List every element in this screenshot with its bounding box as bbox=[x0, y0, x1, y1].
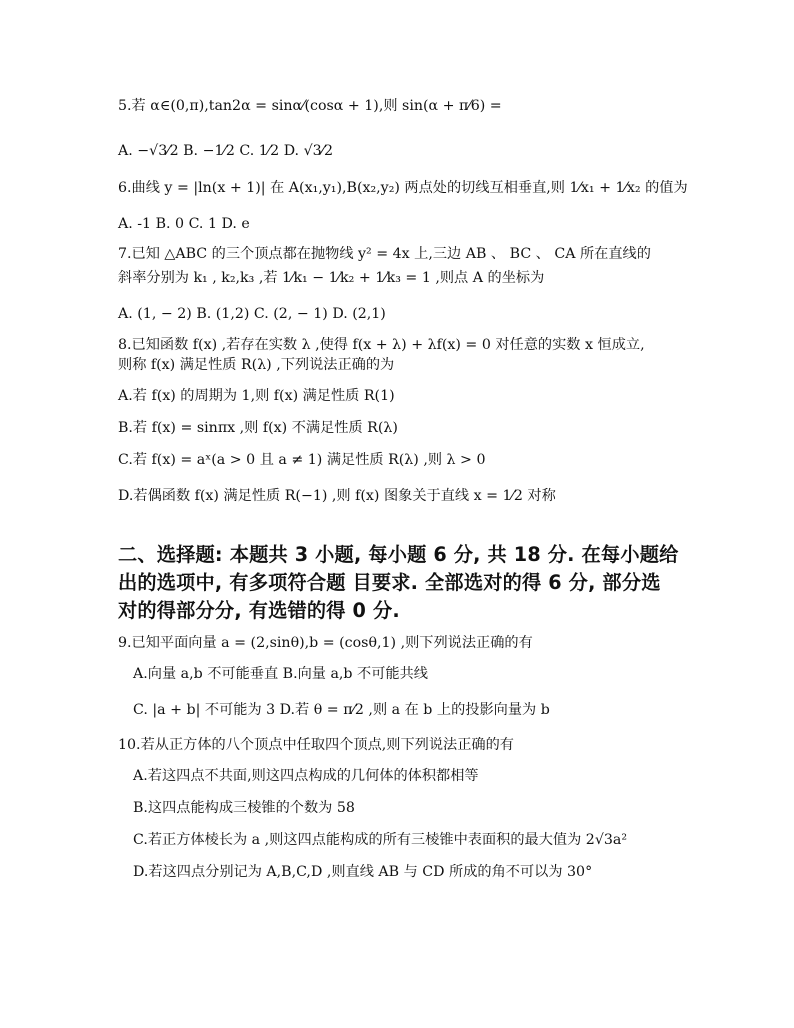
question-9-options-cd: C. |a + b| 不可能为 3 D.若 θ = π⁄2 ,则 a 在 b 上的投影向量为 b bbox=[133, 702, 550, 718]
question-8-option-a: A.若 f(x) 的周期为 1,则 f(x) 满足性质 R(1) bbox=[118, 388, 395, 404]
question-9-stem: 9.已知平面向量 a = (2,sinθ),b = (cosθ,1) ,则下列说法正确的有 bbox=[118, 635, 533, 651]
question-8-option-b: B.若 f(x) = sinπx ,则 f(x) 不满足性质 R(λ) bbox=[118, 420, 398, 436]
question-7-stem-line1: 7.已知 △ABC 的三个顶点都在抛物线 y² = 4x 上,三边 AB 、 BC 、 CA 所在直线的 bbox=[118, 246, 651, 262]
question-5-options: A. −√3⁄2 B. −1⁄2 C. 1⁄2 D. √3⁄2 bbox=[118, 143, 334, 159]
section-2-heading-line1: 二、选择题: 本题共 3 小题, 每小题 6 分, 共 18 分. 在每小题给 bbox=[118, 543, 679, 566]
question-8-option-d: D.若偶函数 f(x) 满足性质 R(−1) ,则 f(x) 图象关于直线 x = 1⁄2 对称 bbox=[118, 488, 556, 504]
question-8-stem-line2: 则称 f(x) 满足性质 R(λ) ,下列说法正确的为 bbox=[118, 357, 395, 373]
question-8-stem-line1: 8.已知函数 f(x) ,若存在实数 λ ,使得 f(x + λ) + λf(x) = 0 对任意的实数 x 恒成立, bbox=[118, 337, 645, 353]
question-6-stem: 6.曲线 y = |ln(x + 1)| 在 A(x₁,y₁),B(x₂,y₂) 两点处的切线互相垂直,则 1⁄x₁ + 1⁄x₂ 的值为 bbox=[118, 180, 688, 196]
question-5-stem: 5.若 α∈(0,π),tan2α = sinα⁄(cosα + 1),则 sin(α + π⁄6) = bbox=[118, 98, 502, 114]
question-8-option-c: C.若 f(x) = aˣ(a > 0 且 a ≠ 1) 满足性质 R(λ) ,则 λ > 0 bbox=[118, 452, 486, 468]
question-10-option-a: A.若这四点不共面,则这四点构成的几何体的体积都相等 bbox=[133, 768, 479, 784]
question-6-options: A. -1 B. 0 C. 1 D. e bbox=[118, 216, 250, 232]
question-10-option-d: D.若这四点分别记为 A,B,C,D ,则直线 AB 与 CD 所成的角不可以为 30° bbox=[133, 864, 593, 880]
question-10-option-b: B.这四点能构成三棱锥的个数为 58 bbox=[133, 800, 355, 816]
question-10-option-c: C.若正方体棱长为 a ,则这四点能构成的所有三棱锥中表面积的最大值为 2√3a² bbox=[133, 832, 628, 848]
question-7-stem-line2: 斜率分别为 k₁ , k₂,k₃ ,若 1⁄k₁ − 1⁄k₂ + 1⁄k₃ = 1 ,则点 A 的坐标为 bbox=[118, 270, 545, 286]
section-2-heading-line3: 对的得部分分, 有选错的得 0 分. bbox=[118, 599, 400, 622]
question-10-stem: 10.若从正方体的八个顶点中任取四个顶点,则下列说法正确的有 bbox=[118, 737, 514, 753]
question-7-options: A. (1, − 2) B. (1,2) C. (2, − 1) D. (2,1) bbox=[118, 306, 386, 322]
section-2-heading-line2: 出的选项中, 有多项符合题 目要求. 全部选对的得 6 分, 部分选 bbox=[118, 571, 661, 594]
question-9-options-ab: A.向量 a,b 不可能垂直 B.向量 a,b 不可能共线 bbox=[133, 666, 428, 682]
